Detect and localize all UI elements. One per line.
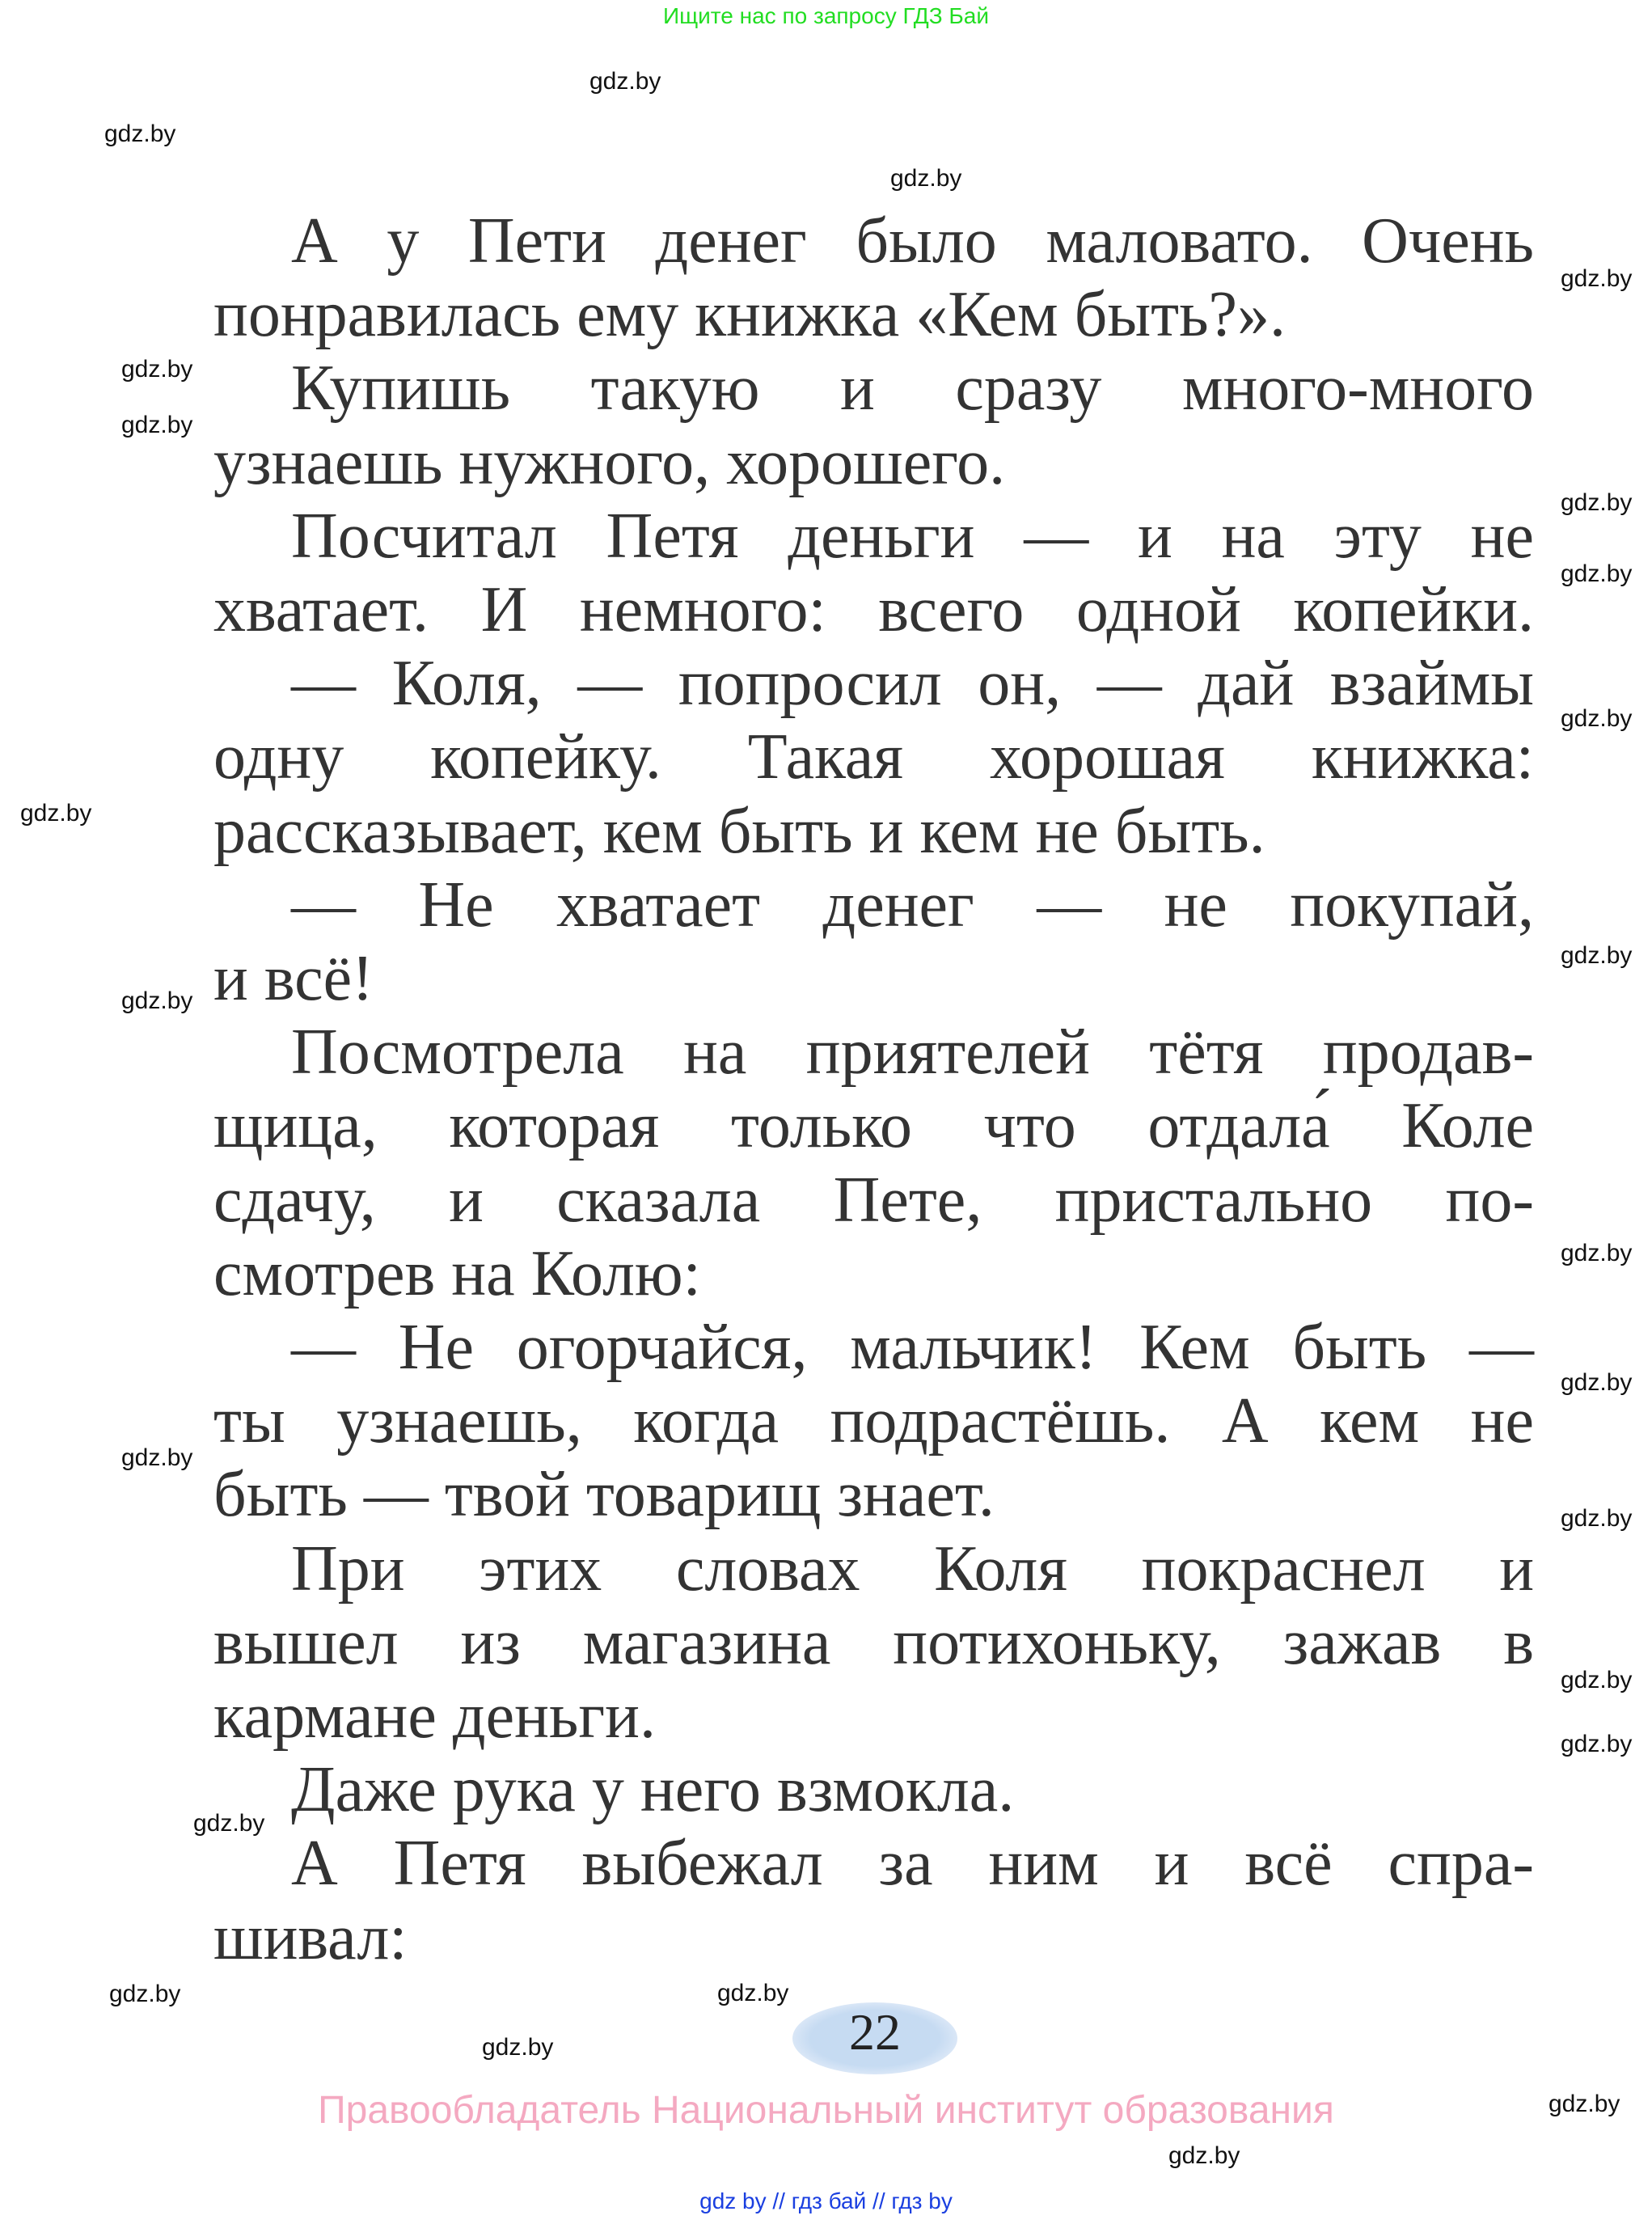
watermark: gdz.by — [1561, 1505, 1633, 1532]
text-line: шивал: — [213, 1901, 408, 1973]
text-line: сдачу, и сказала Пете, пристально по- — [213, 1164, 1534, 1236]
text-line: смотрев на Колю: — [213, 1237, 701, 1309]
text-line: Посчитал Петя деньги — и на эту не — [291, 500, 1534, 572]
watermark: gdz.by — [1561, 1731, 1633, 1757]
text-line: щица, которая только что отдала́ Коле — [213, 1090, 1534, 1162]
copyright-owner: Правообладатель Национальный институт образования — [318, 2089, 1334, 2132]
watermark: gdz.by — [1561, 1667, 1633, 1693]
watermark: gdz.by — [890, 165, 962, 192]
text-line: А Петя выбежал за ним и всё спра- — [291, 1828, 1534, 1900]
watermark: gdz.by — [1548, 2091, 1620, 2117]
text-line: одну копейку. Такая хорошая книжка: — [213, 721, 1534, 793]
watermark: gdz.by — [1561, 265, 1633, 292]
watermark: gdz.by — [1168, 2142, 1240, 2169]
watermark: gdz.by — [717, 1980, 789, 2006]
text-line: узнаешь нужного, хорошего. — [213, 426, 1006, 498]
watermark: gdz.by — [589, 68, 661, 95]
text-line: ты узнаешь, когда подрастёшь. А кем не — [213, 1385, 1534, 1457]
watermark: gdz.by — [104, 121, 176, 147]
watermark: gdz.by — [121, 412, 193, 438]
text-line: При этих словах Коля покраснел и — [291, 1533, 1534, 1605]
text-line: Купишь такую и сразу много-много — [291, 353, 1534, 425]
text-line: Даже рука у него взмокла. — [291, 1754, 1015, 1826]
text-line: хватает. И немного: всего одной копейки. — [213, 574, 1534, 645]
top-banner[interactable]: Ищите нас по запросу ГДЗ Бай — [662, 3, 990, 28]
watermark: gdz.by — [482, 2034, 554, 2061]
watermark: gdz.by — [193, 1810, 265, 1837]
bottom-links[interactable]: gdz by // гдз бай // гдз by — [699, 2188, 953, 2213]
watermark: gdz.by — [121, 987, 193, 1014]
watermark: gdz.by — [1561, 705, 1633, 732]
text-line: Посмотрела на приятелей тётя продав- — [291, 1017, 1534, 1089]
watermark: gdz.by — [121, 1444, 193, 1471]
watermark: gdz.by — [1561, 1240, 1633, 1266]
watermark: gdz.by — [1561, 1369, 1633, 1396]
text-line: и всё! — [213, 943, 374, 1014]
text-line: — Коля, — попросил он, — дай взаймы — [291, 648, 1534, 720]
watermark: gdz.by — [20, 800, 92, 827]
text-line: вышел из магазина потихоньку, зажав в — [213, 1606, 1534, 1678]
watermark: gdz.by — [121, 356, 193, 383]
text-line: быть — твой товарищ знает. — [213, 1459, 995, 1531]
text-line: понравилась ему книжка «Кем быть?». — [213, 279, 1287, 351]
text-line: — Не хватает денег — не покупай, — [291, 869, 1534, 941]
text-line: — Не огорчайся, мальчик! Кем быть — — [291, 1312, 1534, 1383]
watermark: gdz.by — [1561, 489, 1633, 516]
watermark: gdz.by — [1561, 560, 1633, 587]
text-line: А у Пети денег было маловато. Очень — [291, 205, 1534, 277]
page-number: 22 — [792, 2002, 957, 2074]
text-line: кармане деньги. — [213, 1681, 656, 1752]
watermark: gdz.by — [1561, 942, 1633, 969]
text-line: рассказывает, кем быть и кем не быть. — [213, 795, 1265, 867]
watermark: gdz.by — [109, 1981, 181, 2007]
